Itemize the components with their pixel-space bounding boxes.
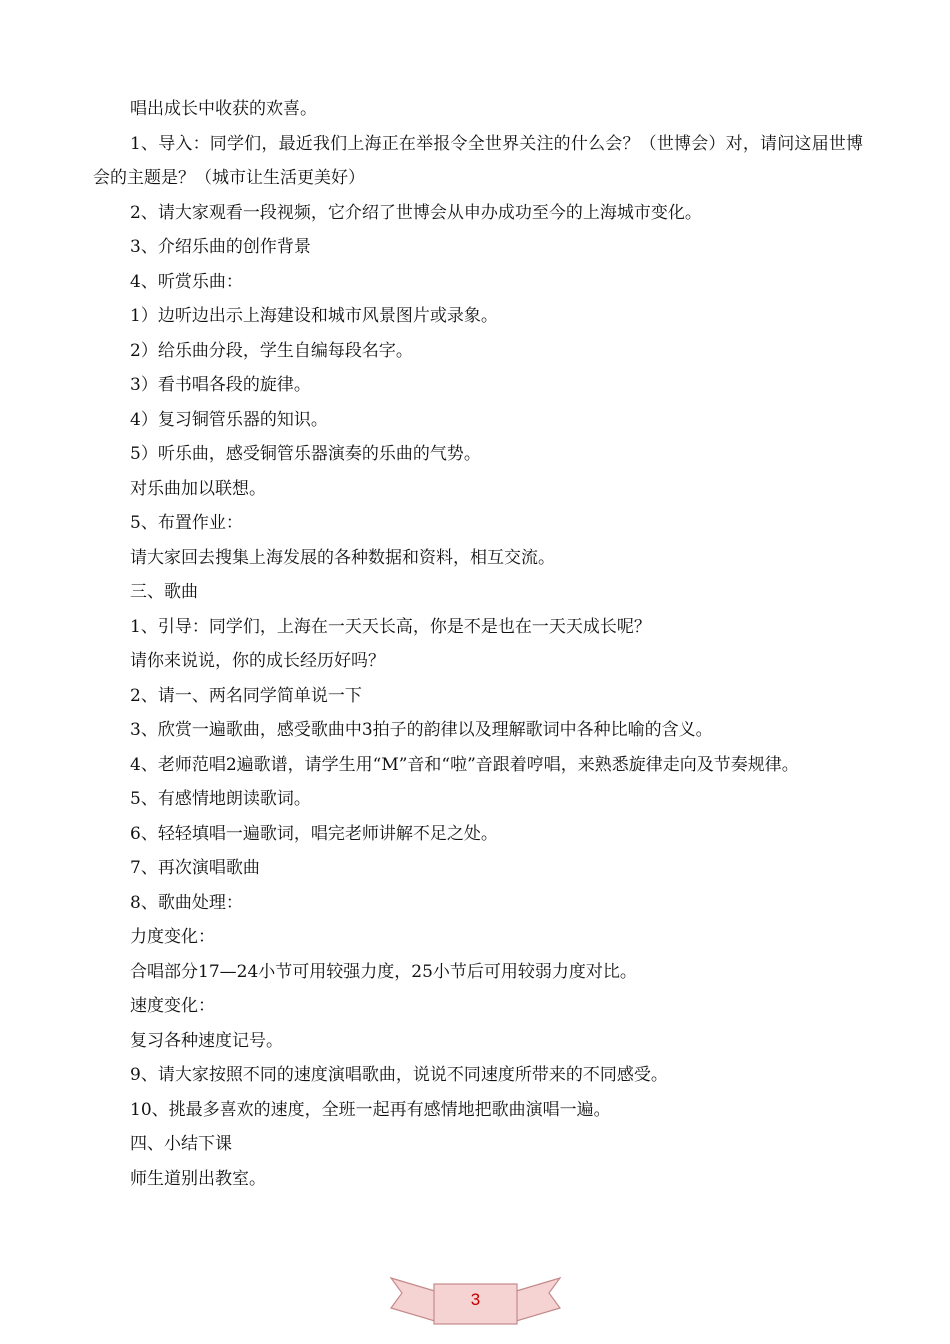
paragraph: 2）给乐曲分段，学生自编每段名字。	[130, 340, 413, 361]
page-number: 3	[470, 1290, 481, 1309]
section-heading: 三、歌曲	[130, 582, 198, 602]
paragraph: 3、欣赏一遍歌曲，感受歌曲中3拍子的韵律以及理解歌词中各种比喻的含义。	[130, 720, 713, 740]
paragraph: 3）看书唱各段的旋律。	[130, 375, 311, 395]
page-footer	[388, 1270, 563, 1330]
paragraph: 5）听乐曲，感受铜管乐器演奏的乐曲的气势。	[130, 444, 481, 464]
paragraph: 9、请大家按照不同的速度演唱歌曲，说说不同速度所带来的不同感受。	[130, 1065, 668, 1085]
paragraph: 合唱部分17—24小节可用较强力度，25小节后可用较弱力度对比。	[130, 961, 637, 982]
paragraph: 2、请大家观看一段视频，它介绍了世博会从申办成功至今的上海城市变化。	[130, 202, 702, 223]
paragraph: 请大家回去搜集上海发展的各种数据和资料，相互交流。	[130, 547, 555, 568]
section-heading: 四、小结下课	[130, 1134, 232, 1154]
paragraph: 3、介绍乐曲的创作背景	[130, 237, 311, 257]
paragraph: 2、请一、两名同学简单说一下	[130, 685, 362, 706]
paragraph: 请你来说说，你的成长经历好吗？	[130, 651, 385, 671]
paragraph: 5、有感情地朗读歌词。	[130, 789, 311, 809]
paragraph: 4、听赏乐曲：	[130, 271, 243, 292]
paragraph: 1、引导：同学们，上海在一天天长高，你是不是也在一天天成长呢？	[130, 616, 651, 637]
paragraph: 4）复习铜管乐器的知识。	[130, 409, 328, 430]
paragraph: 8、歌曲处理：	[130, 892, 243, 913]
paragraph: 唱出成长中收获的欢喜。	[130, 99, 317, 119]
paragraph: 对乐曲加以联想。	[130, 478, 266, 499]
paragraph: 力度变化：	[130, 927, 215, 947]
paragraph: 6、轻轻填唱一遍歌词，唱完老师讲解不足之处。	[130, 823, 498, 844]
paragraph: 5、布置作业：	[130, 513, 243, 533]
paragraph: 10、挑最多喜欢的速度，全班一起再有感情地把歌曲演唱一遍。	[130, 1099, 611, 1120]
paragraph: 1）边听边出示上海建设和城市风景图片或录象。	[130, 306, 498, 326]
paragraph: 复习各种速度记号。	[130, 1030, 283, 1051]
paragraph: 4、老师范唱2遍歌谱，请学生用“M”音和“啦”音跟着哼唱，来熟悉旋律走向及节奏规律。	[130, 754, 799, 775]
paragraph: 7、再次演唱歌曲	[130, 858, 260, 878]
paragraph: 1、导入：同学们，最近我们上海正在举报令全世界关注的什么会？（世博会）对，请问这届世博会的主题是？（城市让生活更美好）	[93, 133, 863, 188]
paragraph: 师生道别出教室。	[130, 1168, 266, 1189]
paragraph: 速度变化：	[130, 996, 215, 1016]
document-body	[93, 92, 863, 1196]
